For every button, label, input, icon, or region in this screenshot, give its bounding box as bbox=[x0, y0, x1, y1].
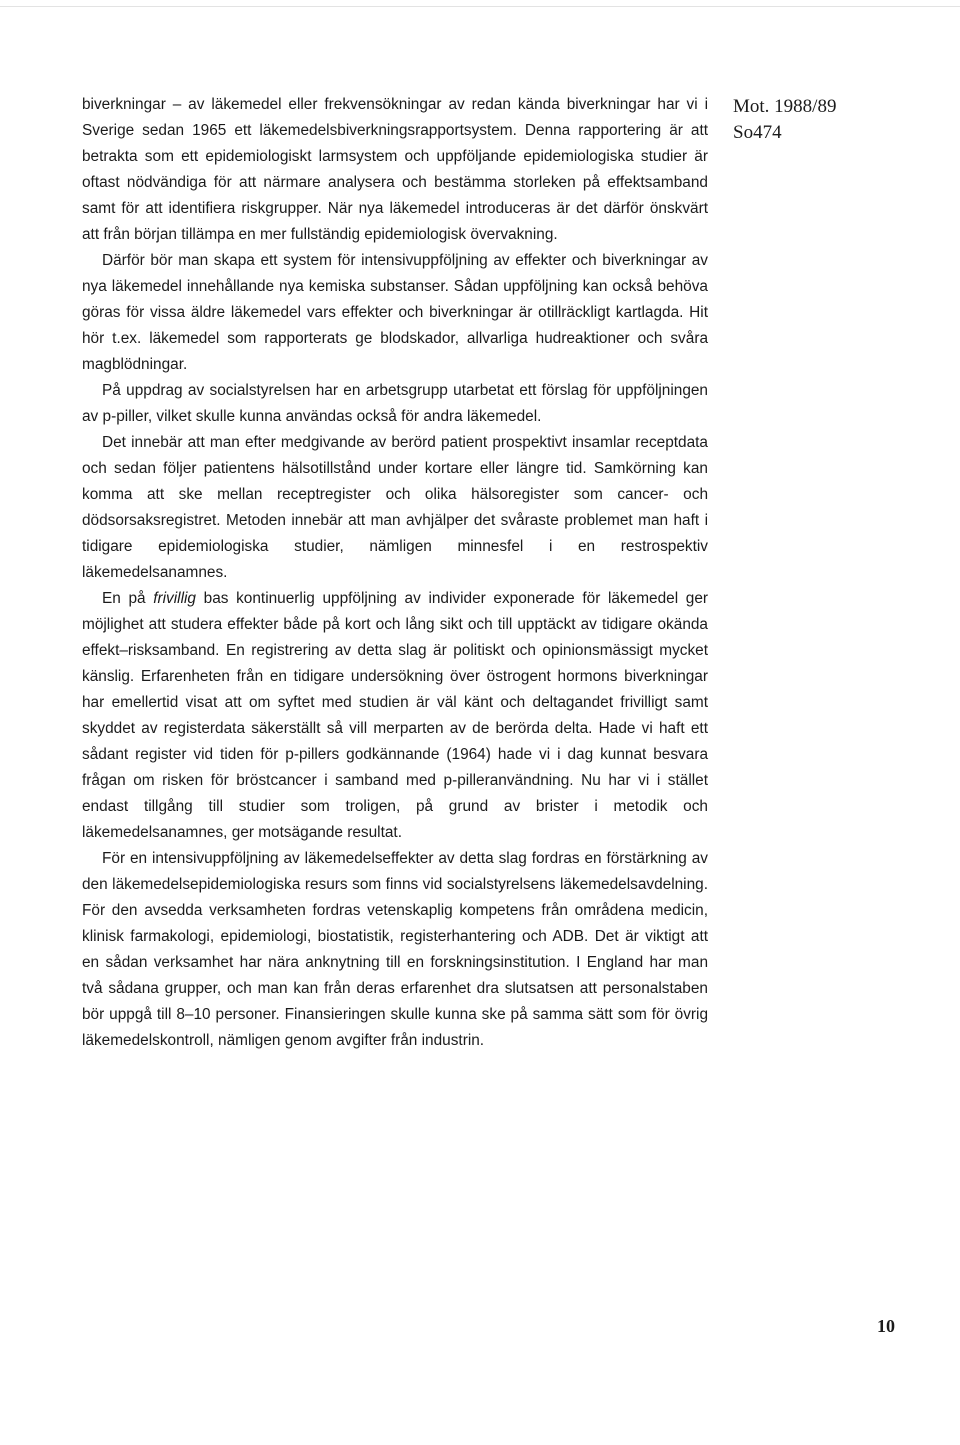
motion-reference bbox=[733, 94, 836, 146]
body-text bbox=[82, 92, 708, 1054]
motion-code: So474 bbox=[733, 122, 782, 143]
paragraph-4: Det innebär att man efter medgivande av berörd patient prospektivt insamlar receptdata och sedan följer patientens hälsotillstånd under kortare eller längre tid. Samkörning kan komma att ske mellan receptregister och olika hälsoregister som cancer- och dödsorsaksregistret. Metoden innebär att man avhjälper det svåraste problemet man haft i tidigare epidemiologiska studier, nämligen minnesfel i en restrospektiv läkemedelsanamnes. bbox=[82, 434, 708, 581]
page-number: 10 bbox=[877, 1316, 895, 1336]
paragraph-1: biverkningar – av läkemedel eller frekvensökningar av redan kända biverkningar har vi i Sverige sedan 1965 ett läkemedelsbiverkningsrapportsystem. Denna rapportering är att betrakta som ett epidemiologiskt larmsystem och uppföljande epidemiologiska studier är oftast nödvändiga för att närmare analysera och bestämma storleken på effektsamband samt för att identifiera riskgrupper. När nya läkemedel introduceras är det därför önskvärt att från början tillämpa en mer fullständig epidemiologisk övervakning. bbox=[82, 96, 708, 243]
paragraph-5-rest: bas kontinuerlig uppföljning av individer exponerade för läkemedel ger möjlighet att studera effekter både på kort och lång sikt och till upptäckt av tidigare okända effekt–risksamband. En registrering av detta slag är politiskt och opinionsmässigt mycket känslig. Erfarenheten från en tidigare undersökning över östrogent hormons biverkningar har emellertid visat att om syftet med studien är väl känt och deltagandet frivilligt samt skyddet av registerdata säkerställt så vill merparten av de berörda delta. Hade vi haft ett sådant register vid tiden för p-pillers godkännande (1964) hade vi i dag kunnat besvara frågan om risken för bröstcancer i samband med p-pilleranvändning. Nu har vi i stället endast tillgång till studier som troligen, på grund av brister i metodik och läkemedelsanamnes, ger motsägande resultat. bbox=[82, 590, 708, 841]
paragraph-5-emphasis: frivillig bbox=[153, 590, 196, 607]
motion-number: Mot. 1988/89 bbox=[733, 96, 837, 117]
paragraph-5-start: En på bbox=[102, 590, 154, 607]
paragraph-2: Därför bör man skapa ett system för intensivuppföljning av effekter och biverkningar av nya läkemedel innehållande nya kemiska substanser. Sådan uppföljning kan också behöva göras för vissa äldre läkemedel vars effekter och biverkningar är otillräckligt kartlagda. Hit hör t.ex. läkemedel som rapporterats ge blodskador, allvarliga hudreaktioner och svåra magblödningar. bbox=[82, 252, 708, 373]
page-top-rule bbox=[0, 6, 960, 7]
paragraph-5 bbox=[82, 586, 708, 846]
paragraph-6: För en intensivuppföljning av läkemedelseffekter av detta slag fordras en förstärkning av den läkemedelsepidemiologiska resurs som finns vid socialstyrelsens läkemedelsavdelning. För den avsedda verksamheten fordras vetenskaplig kompetens från områdena medicin, klinisk farmakologi, epidemiologi, biostatistik, registerhantering och ADB. Det är viktigt att en sådan verksamhet har nära anknytning till en forskningsinstitution. I England har man två sådana grupper, och man kan från deras erfarenhet dra slutsatsen att personalstaben bör uppgå till 8–10 personer. Finansieringen skulle kunna ske på samma sätt som för övrig läkemedelskontroll, nämligen genom avgifter från industrin. bbox=[82, 850, 708, 1049]
paragraph-3: På uppdrag av socialstyrelsen har en arbetsgrupp utarbetat ett förslag för uppföljningen av p-piller, vilket skulle kunna användas också för andra läkemedel. bbox=[82, 382, 708, 425]
